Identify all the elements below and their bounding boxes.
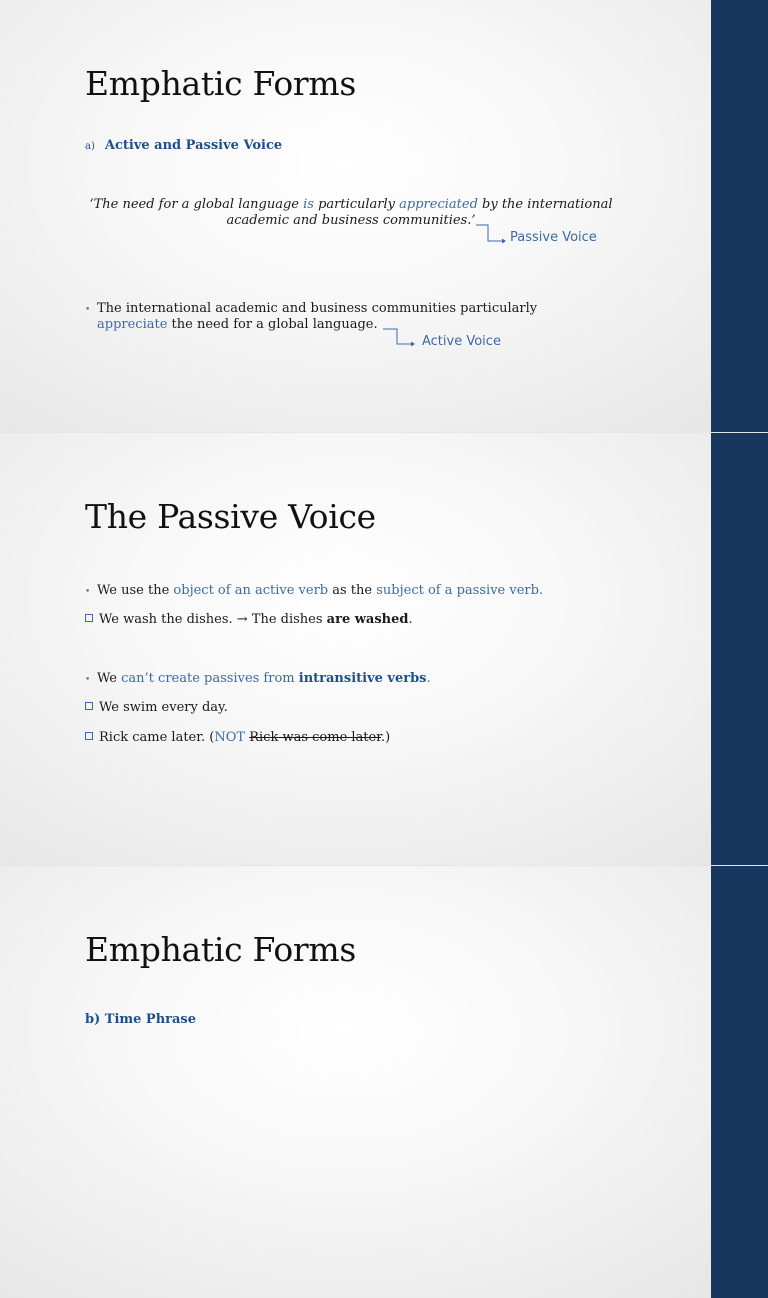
arrow-icon [383,328,415,348]
subheading: b) Time Phrase [85,1012,197,1027]
slide-title: Emphatic Forms [85,64,356,103]
bullet-dot-icon: • [85,675,91,685]
bullet-text: the need for a global language. [167,317,378,332]
arrow-icon [476,224,506,244]
accent-bar [711,433,768,865]
bullet-text: We [97,671,122,686]
bullet-continuation [97,317,378,332]
example-item [85,730,390,746]
square-bullet-icon [85,732,93,740]
quote-text: ‘The need for a global language [89,197,304,212]
quote-highlight-appreciated: appreciated [399,197,478,212]
accent-bar [711,866,768,1298]
example-bold: are washed [326,612,409,627]
subheading-text: Active and Passive Voice [104,138,283,153]
example-text: . [408,612,413,627]
square-bullet-icon [85,702,93,710]
example-text: We swim every day. [99,700,228,715]
active-voice-annotation: Active Voice [422,334,501,349]
example-item [85,612,413,628]
bullet-text: . [426,671,431,686]
bullet-item [85,671,431,688]
quote-text: particularly [313,197,400,212]
example-text: We wash the dishes. → The dishes [99,612,327,627]
slide-3 [0,866,768,1298]
highlight-subject: subject of a passive verb. [376,583,544,598]
bullet-text: We use the [97,583,174,598]
bullet-dot-icon: • [85,305,91,315]
bullet-dot-icon: • [85,587,91,597]
highlight-intransitive: intransitive verbs [298,671,427,686]
slide-1 [0,0,768,432]
slide-title: Emphatic Forms [85,930,356,969]
accent-bar [711,0,768,432]
bullet-item [85,583,543,600]
quote-highlight-is: is [303,197,314,212]
struck-text: Rick was come later [249,730,382,745]
quote-text-line2: academic and business communities.’ [226,213,476,228]
example-text: Rick came later. ( [99,730,215,745]
highlight-not: NOT [214,730,250,745]
slide-2 [0,433,768,865]
passive-voice-annotation: Passive Voice [510,230,597,245]
example-text: .) [381,730,391,745]
highlight-cant: can’t create passives from [121,671,299,686]
quote-passive [86,197,616,229]
quote-text: by the international [477,197,613,212]
bullet-item [85,301,537,318]
bullet-text: The international academic and business communities particularly [97,301,538,316]
bullet-text: as the [328,583,377,598]
highlight-object: object of an active verb [173,583,329,598]
example-item [85,700,228,716]
slide-title: The Passive Voice [85,497,376,536]
square-bullet-icon [85,614,93,622]
subheading-label: a) [85,141,95,152]
subheading [85,138,282,153]
highlight-appreciate: appreciate [97,317,168,332]
